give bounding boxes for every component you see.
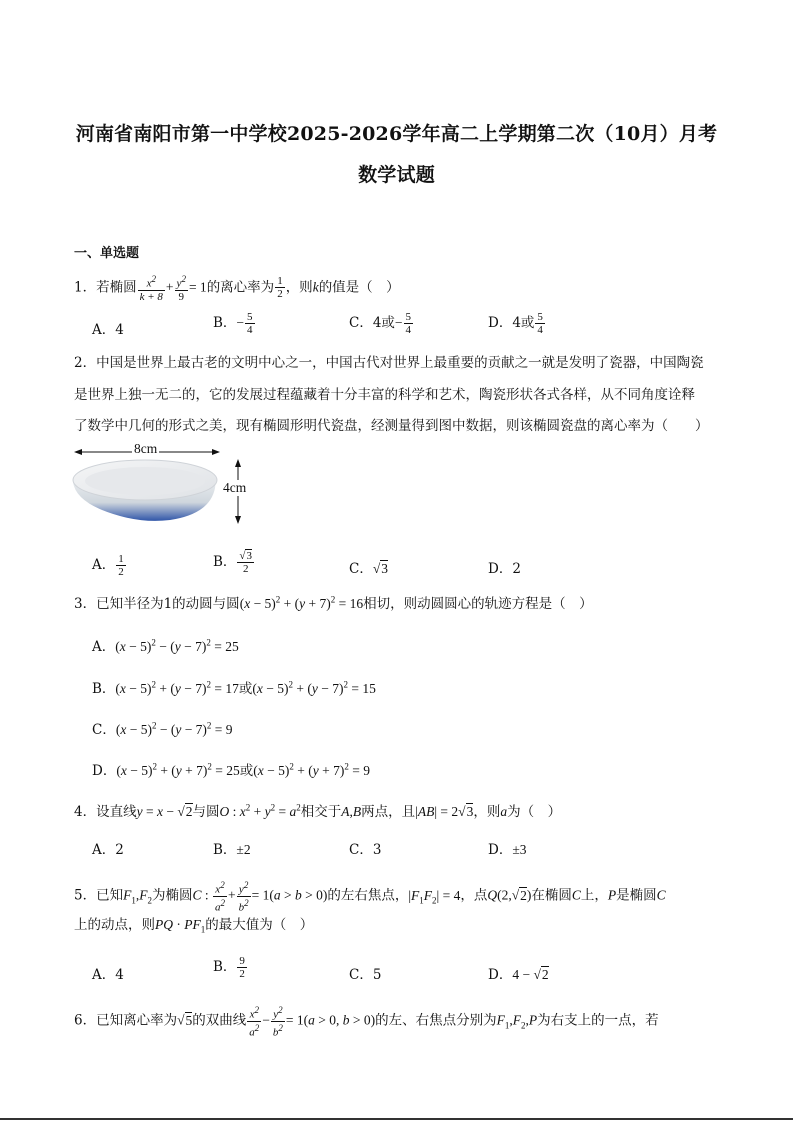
q2-option-d: D．2: [488, 561, 521, 577]
document-subtitle: 数学试题: [358, 164, 435, 186]
question-2-line-3: 了数学中几何的形式之美，现有椭圆形明代瓷盘，经测量得到图中数据，则该椭圆瓷盘的离心率为（ ）: [74, 418, 709, 434]
q5-option-d: D．4 − √2: [488, 967, 549, 983]
q4-option-a: A．2: [92, 842, 124, 858]
q2-option-c: C．√3: [349, 561, 389, 577]
q1-option-b: B．− $\frac{5}{4}$: [213, 311, 253, 336]
q1-option-d: D．4或 $\frac{5}{4}$: [488, 311, 543, 336]
q5-option-c: C．5: [349, 967, 382, 983]
porcelain-plate-figure: [70, 440, 260, 530]
document-title: 河南省南阳市第一中学校2025-2026学年高二上学期第二次（10月）月考: [75, 123, 718, 145]
q5-option-a: A．4: [92, 967, 124, 983]
q3-option-b: B．$(x - 5)^2 + (y - 7)^2 = 17$或$(x - 5)^2 + (y - 7)^2 = 15$: [92, 679, 376, 697]
height-label: 4cm: [223, 480, 247, 495]
q5-option-b: B． $\frac{9}{2}$: [213, 955, 245, 980]
page-bottom-rule: [0, 1118, 793, 1120]
question-5-line-2: 上的动点，则PQ · $PF_1$的最大值为（ ）: [74, 917, 314, 935]
q3-option-a: A．$(x - 5)^2 - (y - 7)^2 = 25$: [92, 637, 239, 655]
q3-option-c: C．$(x - 5)^2 - (y - 7)^2 = 9$: [92, 720, 233, 738]
question-4: 4．设直线y = x − √2与圆O : $x^2 + y^2 = a^2$相交于A,B两点，且|AB| = 2√3，则a为（ ）: [74, 802, 562, 820]
q3-option-d: D．$(x - 5)^2 + (y + 7)^2 = 25$或$(x - 5)^2 + (y + 7)^2 = 9$: [92, 761, 370, 779]
section-heading: 一、单选题: [74, 246, 140, 261]
q4-option-d: D．±3: [488, 842, 527, 858]
question-2-line-1: 2．中国是世界上最古老的文明中心之一，中国古代对世界上最重要的贡献之一就是发明了瓷器，中国陶瓷: [74, 355, 704, 371]
question-2-line-2: 是世界上独一无二的，它的发展过程蕴藏着十分丰富的科学和艺术，陶瓷形状各式各样，从不同角度诠释: [74, 387, 695, 403]
q2-option-a: A． $\frac{1}{2}$: [92, 553, 124, 578]
q1-option-a: A．4: [92, 322, 124, 338]
question-6: 6．已知离心率为√5的双曲线 $\frac{x^2}{a^2}$ − $\frac{y^2}{b^2}$ = 1(a > 0, b > 0)的左、右焦点分别为$F_1,F_2,P$为右支上的一点，若: [74, 1005, 659, 1039]
question-1: 1．若椭圆 $\frac{x^2}{k + 8}$ + $\frac{y^2}{9}$ = 1的离心率为 $\frac{1}{2}$ ，则k的值是（ ）: [74, 274, 400, 303]
q4-option-c: C．3: [349, 842, 382, 858]
q2-option-b: B． $\frac{√3}{2}$: [213, 550, 252, 575]
question-3: 3．已知半径为1的动圆与圆$(x - 5)^2 + (y + 7)^2 = 16$相切，则动圆圆心的轨迹方程是（ ）: [74, 594, 593, 612]
q1-option-c: C．4或− $\frac{5}{4}$: [349, 311, 412, 336]
width-label: 8cm: [134, 441, 158, 456]
q4-option-b: B．±2: [213, 842, 251, 858]
question-5-line-1: 5．已知$F_1,F_2$为椭圆C : $\frac{x^2}{a^2}$ + $\frac{y^2}{b^2}$ = 1(a > b > 0)的左右焦点，$|F_1F_2| = 4$，点Q(2,√2)在椭圆C上，P是椭圆C: [74, 880, 666, 914]
